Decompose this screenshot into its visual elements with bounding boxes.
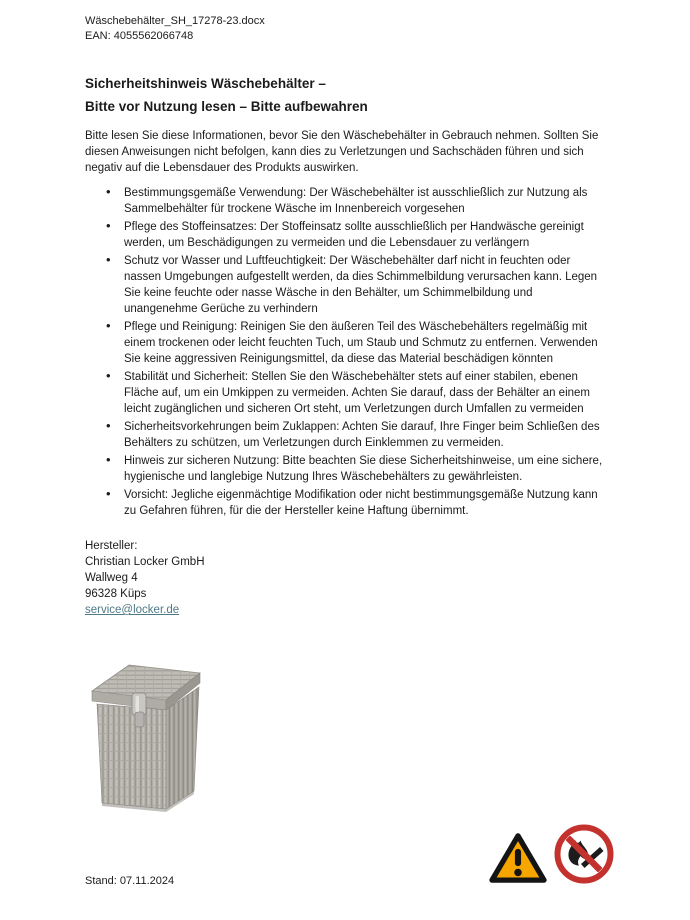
- intro-paragraph: Bitte lesen Sie diese Informationen, bevor Sie den Wäschebehälter in Gebrauch nehmen. Sollten Sie diesen Anweisungen nicht befolgen, kann dies zu Verletzungen und Sachschäden führen und sich negativ auf die Lebensdauer des Produkts auswirken.: [85, 130, 599, 174]
- title-line-1: Sicherheitshinweis Wäschebehälter –: [85, 76, 326, 91]
- warning-triangle-icon: [489, 832, 547, 884]
- list-item: [85, 185, 607, 217]
- list-item: [85, 487, 607, 519]
- manufacturer-city: 96328 Küps: [85, 588, 147, 600]
- list-item-text: Pflege des Stoffeinsatzes: Der Stoffeinsatz sollte ausschließlich per Handwäsche gereinigt werden, um Beschädigungen zu vermeiden und die Lebensdauer zu verlängern: [124, 221, 584, 249]
- list-item: [85, 253, 607, 317]
- title-line-2: Bitte vor Nutzung lesen – Bitte aufbewahren: [85, 98, 368, 114]
- page-title: [85, 73, 607, 118]
- list-item: [85, 219, 607, 251]
- manufacturer-email-link[interactable]: service@locker.de: [85, 604, 180, 616]
- laundry-basket-image: [86, 657, 208, 817]
- list-item-text: Hinweis zur sicheren Nutzung: Bitte beachten Sie diese Sicherheitshinweise, um eine sichere, hygienische und langlebige Nutzung Ihres Wäschebehälters zu gewährleisten.: [124, 455, 603, 483]
- manufacturer-block: [85, 538, 607, 618]
- document-filename: Wäschebehälter_SH_17278-23.docx: [85, 15, 265, 27]
- list-item: [85, 453, 607, 485]
- document-date: Stand: 07.11.2024: [85, 875, 175, 887]
- list-item-text: Vorsicht: Jegliche eigenmächtige Modifikation oder nicht bestimmungsgemäße Nutzung kann zu Gefahren führen, für die der Hersteller keine Haftung übernimmt.: [124, 489, 598, 517]
- document-ean: EAN: 4055562066748: [85, 30, 194, 42]
- list-item-text: Pflege und Reinigung: Reinigen Sie den äußeren Teil des Wäschebehälters regelmäßig mit einem trockenen oder leicht feuchten Tuch, um Staub und Schmutz zu entfernen. Verwenden Sie keine aggressiven Reinigungsmittel, da diese das Material beschädigen könnten: [124, 321, 598, 365]
- list-item: [85, 369, 607, 417]
- safety-pictograms: [489, 818, 615, 884]
- list-item: [85, 419, 607, 451]
- manufacturer-label: Hersteller:: [85, 540, 138, 552]
- no-open-flames-icon: [554, 824, 614, 884]
- manufacturer-street: Wallweg 4: [85, 572, 138, 584]
- manufacturer-name: Christian Locker GmbH: [85, 556, 205, 568]
- list-item-text: Sicherheitsvorkehrungen beim Zuklappen: Achten Sie darauf, Ihre Finger beim Schließen des Behälters zu schützen, um Verletzungen durch Einklemmen zu vermeiden.: [124, 421, 600, 449]
- list-item-text: Bestimmungsgemäße Verwendung: Der Wäschebehälter ist ausschließlich zur Nutzung als Sammelbehälter für trockene Wäsche im Innenbereich vorgesehen: [124, 187, 588, 215]
- safety-instructions-list: [85, 185, 607, 519]
- list-item-text: Schutz vor Wasser und Luftfeuchtigkeit: Der Wäschebehälter darf nicht in feuchten oder nassen Umgebungen aufgestellt werden, da dies Schimmelbildung verursachen kann. Legen Sie keine feuchte oder nasse Wäsche in den Behälter, um Schimmelbildung und unangenehme Gerüche zu verhindern: [124, 255, 598, 315]
- list-item-text: Stabilität und Sicherheit: Stellen Sie den Wäschebehälter stets auf einer stabilen, ebenen Fläche auf, um ein Umkippen zu vermeiden. Achten Sie darauf, dass der Behälter an einem leicht zugänglichen und sicheren Ort steht, um Verletzungen durch Umfallen zu vermeiden: [124, 371, 591, 415]
- list-item: [85, 319, 607, 367]
- file-header: [85, 14, 607, 44]
